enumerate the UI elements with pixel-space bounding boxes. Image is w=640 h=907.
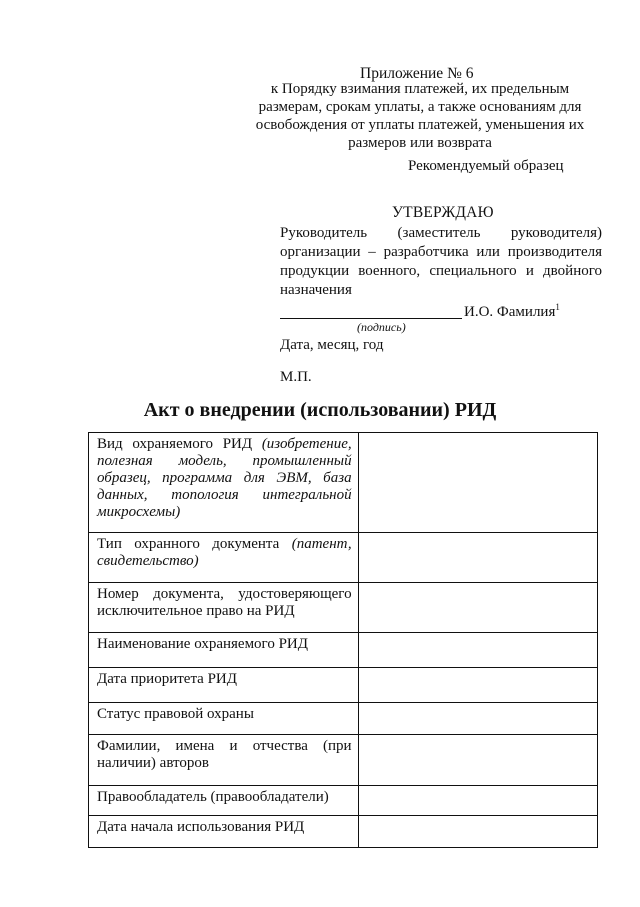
table-row	[89, 735, 598, 786]
document-title: Акт о внедрении (использовании) РИД	[143, 399, 497, 421]
table-row	[89, 633, 598, 668]
rid-info-table	[88, 432, 598, 848]
table-row	[89, 668, 598, 703]
appendix-line: размерам, срокам уплаты, а также основаниям для	[258, 99, 582, 115]
row-label: Правообладатель (правообладатели)	[89, 786, 359, 816]
row-value	[358, 786, 597, 816]
row-hint: (патент, свидетельство)	[97, 536, 352, 569]
row-value	[358, 703, 597, 735]
table-row	[89, 433, 598, 533]
approver-line: организации – разработчика или производителя	[280, 244, 602, 260]
row-label: Наименование охраняемого РИД	[89, 633, 359, 668]
appendix-line: размеров или возврата	[348, 135, 492, 151]
row-value	[358, 633, 597, 668]
table-row	[89, 583, 598, 633]
row-value	[358, 533, 597, 583]
table-row	[89, 703, 598, 735]
row-label: Номер документа, удостоверяющего исключительное право на РИД	[89, 583, 359, 633]
row-value	[358, 668, 597, 703]
appendix-line: к Порядку взимания платежей, их предельным	[270, 81, 570, 97]
approver-line: назначения	[280, 282, 352, 298]
recommended-sample-label: Рекомендуемый образец	[408, 158, 564, 174]
stamp-place-label: М.П.	[280, 369, 312, 385]
row-value	[358, 816, 597, 848]
row-value	[358, 735, 597, 786]
row-label: Дата приоритета РИД	[89, 668, 359, 703]
row-label: Тип охранного документа (патент, свидетельство)	[89, 533, 359, 583]
row-value	[358, 583, 597, 633]
date-label: Дата, месяц, год	[280, 337, 384, 353]
table-row	[89, 816, 598, 848]
table-row	[89, 533, 598, 583]
signature-line	[280, 318, 462, 319]
row-value	[358, 433, 597, 533]
approver-position	[280, 224, 602, 300]
appendix-line: освобождения от уплаты платежей, уменьшения их	[255, 117, 585, 133]
row-label: Фамилии, имена и отчества (при наличии) авторов	[89, 735, 359, 786]
approver-line: продукции военного, специального и двойного	[280, 263, 602, 279]
row-label: Статус правовой охраны	[89, 703, 359, 735]
signer-name: И.О. Фамилия$^1$	[464, 302, 560, 320]
approval-title: УТВЕРЖДАЮ	[392, 204, 494, 221]
approver-line: Руководитель (заместитель руководителя)	[280, 225, 602, 241]
row-label: Дата начала использования РИД	[89, 816, 359, 848]
row-hint: (изобретение, полезная модель, промышленный образец, программа для ЭВМ, база данных, топология интегральной микросхемы)	[97, 436, 352, 520]
table-row	[89, 786, 598, 816]
row-label: Вид охраняемого РИД (изобретение, полезная модель, промышленный образец, программа для ЭВМ, база данных, топология интегральной микросхемы)	[89, 433, 359, 533]
footnote-mark: 1	[555, 302, 560, 312]
signature-hint: (подпись)	[357, 320, 406, 334]
appendix-number: Приложение № 6	[360, 65, 474, 82]
